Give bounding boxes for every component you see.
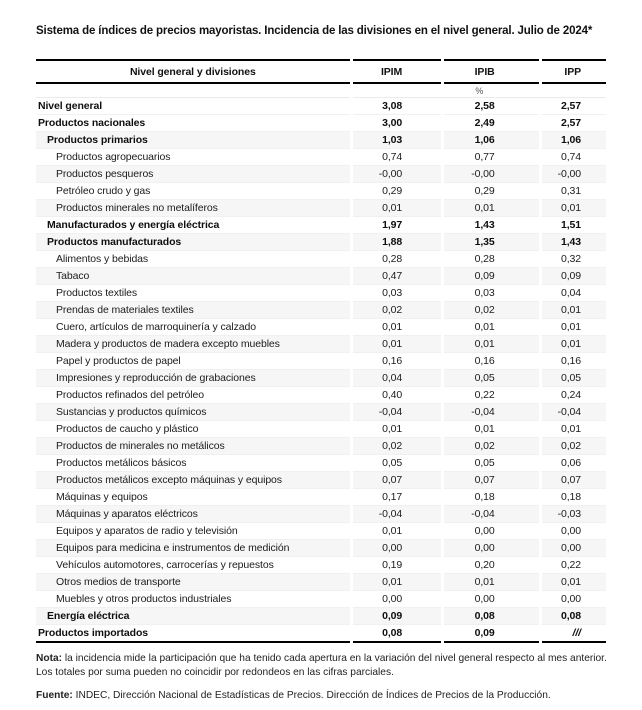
ipib-value: 0,00 <box>444 591 539 608</box>
row-label: Equipos para medicina e instrumentos de medición <box>36 540 350 557</box>
ipib-value: 0,20 <box>444 557 539 574</box>
ipib-value: 0,00 <box>444 540 539 557</box>
table-row <box>36 489 606 506</box>
unit-row-spacer <box>36 84 350 98</box>
row-label: Productos minerales no metalíferos <box>36 200 350 217</box>
ipp-value: 0,01 <box>542 319 606 336</box>
table-row <box>36 387 606 404</box>
ipib-value: 1,06 <box>444 132 539 149</box>
table-row <box>36 115 606 132</box>
row-label: Tabaco <box>36 268 350 285</box>
ipib-value: 0,02 <box>444 302 539 319</box>
table-row <box>36 149 606 166</box>
ipim-value: 0,02 <box>353 302 441 319</box>
table-body <box>36 98 606 643</box>
ipp-value: 0,01 <box>542 336 606 353</box>
ipim-value: 0,01 <box>353 319 441 336</box>
table-row <box>36 183 606 200</box>
ipib-value: 1,43 <box>444 217 539 234</box>
ipp-value: 0,22 <box>542 557 606 574</box>
ipp-value: 0,05 <box>542 370 606 387</box>
ipib-value: 0,07 <box>444 472 539 489</box>
column-header-ipp: IPP <box>542 59 606 84</box>
table-row <box>36 506 606 523</box>
table-row <box>36 251 606 268</box>
ipib-value: 0,77 <box>444 149 539 166</box>
table-header-row <box>36 59 606 84</box>
table-row <box>36 166 606 183</box>
table-row <box>36 132 606 149</box>
row-label: Equipos y aparatos de radio y televisión <box>36 523 350 540</box>
ipim-value: 3,00 <box>353 115 441 132</box>
row-label: Productos metálicos básicos <box>36 455 350 472</box>
ipib-value: 0,28 <box>444 251 539 268</box>
ipib-value: 0,03 <box>444 285 539 302</box>
ipib-value: 0,00 <box>444 523 539 540</box>
ipp-value: 0,00 <box>542 540 606 557</box>
ipib-value: 0,01 <box>444 421 539 438</box>
ipim-value: 0,74 <box>353 149 441 166</box>
ipim-value: 0,04 <box>353 370 441 387</box>
ipim-value: 0,03 <box>353 285 441 302</box>
ipib-value: 0,09 <box>444 268 539 285</box>
row-label: Impresiones y reproducción de grabaciones <box>36 370 350 387</box>
ipp-value: -0,00 <box>542 166 606 183</box>
row-label: Papel y productos de papel <box>36 353 350 370</box>
ipp-value: 0,09 <box>542 268 606 285</box>
ipp-value: 0,16 <box>542 353 606 370</box>
table-row <box>36 472 606 489</box>
ipp-value: 0,31 <box>542 183 606 200</box>
ipim-value: 0,19 <box>353 557 441 574</box>
ipp-value: 0,00 <box>542 523 606 540</box>
row-label: Energía eléctrica <box>36 608 350 625</box>
row-label: Manufacturados y energía eléctrica <box>36 217 350 234</box>
ipp-value: 0,08 <box>542 608 606 625</box>
table-row <box>36 285 606 302</box>
table-row <box>36 421 606 438</box>
ipib-value: 0,01 <box>444 319 539 336</box>
ipim-value: 0,00 <box>353 591 441 608</box>
ipim-value: 0,01 <box>353 574 441 591</box>
table-row <box>36 574 606 591</box>
ipp-value: 0,06 <box>542 455 606 472</box>
source-label: Fuente: <box>36 690 73 701</box>
ipim-value: 0,09 <box>353 608 441 625</box>
ipim-value: 0,16 <box>353 353 441 370</box>
ipp-value: 0,02 <box>542 438 606 455</box>
note-text: la incidencia mide la participación que ha tenido cada apertura en la variación del nivel general respecto al mes anterior. Los totales por suma pueden no coincidir por redondeos en las cifras parciales. <box>36 653 607 678</box>
ipp-value: 0,07 <box>542 472 606 489</box>
ipim-value: 0,17 <box>353 489 441 506</box>
ipim-value: 0,01 <box>353 200 441 217</box>
column-header-divisions: Nivel general y divisiones <box>36 59 350 84</box>
ipp-value: 1,43 <box>542 234 606 251</box>
ipp-value: 2,57 <box>542 98 606 115</box>
ipp-value: 0,18 <box>542 489 606 506</box>
ipim-value: 0,05 <box>353 455 441 472</box>
ipim-value: 3,08 <box>353 98 441 115</box>
ipib-value: -0,04 <box>444 404 539 421</box>
ipim-value: 0,07 <box>353 472 441 489</box>
row-label: Otros medios de transporte <box>36 574 350 591</box>
table-row <box>36 336 606 353</box>
row-label: Petróleo crudo y gas <box>36 183 350 200</box>
ipim-value: 0,08 <box>353 625 441 643</box>
ipp-value: 0,00 <box>542 591 606 608</box>
table-row <box>36 370 606 387</box>
row-label: Muebles y otros productos industriales <box>36 591 350 608</box>
note-label: Nota: <box>36 653 63 664</box>
table-row <box>36 217 606 234</box>
ipp-value: 0,01 <box>542 421 606 438</box>
ipib-value: 0,08 <box>444 608 539 625</box>
ipim-value: 0,01 <box>353 523 441 540</box>
ipim-value: -0,04 <box>353 404 441 421</box>
ipib-value: 0,01 <box>444 336 539 353</box>
ipib-value: 0,16 <box>444 353 539 370</box>
page-title: Sistema de índices de precios mayoristas. Incidencia de las divisiones en el nivel general. Julio de 2024* <box>36 25 593 37</box>
ipib-value: 0,05 <box>444 455 539 472</box>
incidence-table <box>33 59 609 643</box>
ipib-value: 0,22 <box>444 387 539 404</box>
row-label: Máquinas y equipos <box>36 489 350 506</box>
ipp-value: 0,01 <box>542 574 606 591</box>
table-row <box>36 625 606 643</box>
row-label: Sustancias y productos químicos <box>36 404 350 421</box>
ipim-value: 0,01 <box>353 336 441 353</box>
table-row <box>36 98 606 115</box>
table-row <box>36 404 606 421</box>
ipp-value: -0,03 <box>542 506 606 523</box>
row-label: Productos de caucho y plástico <box>36 421 350 438</box>
ipp-value: 0,32 <box>542 251 606 268</box>
ipim-value: 1,88 <box>353 234 441 251</box>
ipp-value: 0,04 <box>542 285 606 302</box>
ipp-value: 0,24 <box>542 387 606 404</box>
ipib-value: -0,00 <box>444 166 539 183</box>
column-header-ipib: IPIB <box>444 59 539 84</box>
ipib-value: -0,04 <box>444 506 539 523</box>
ipib-value: 1,35 <box>444 234 539 251</box>
ipib-value: 0,02 <box>444 438 539 455</box>
ipim-value: 0,01 <box>353 421 441 438</box>
table-row <box>36 540 606 557</box>
ipp-value: 0,01 <box>542 302 606 319</box>
row-label: Nivel general <box>36 98 350 115</box>
table-row <box>36 268 606 285</box>
ipim-value: 0,28 <box>353 251 441 268</box>
ipp-value: 0,01 <box>542 200 606 217</box>
ipim-value: 0,02 <box>353 438 441 455</box>
ipim-value: -0,04 <box>353 506 441 523</box>
row-label: Productos pesqueros <box>36 166 350 183</box>
ipp-value: 2,57 <box>542 115 606 132</box>
ipim-value: 1,97 <box>353 217 441 234</box>
ipim-value: 1,03 <box>353 132 441 149</box>
table-row <box>36 557 606 574</box>
row-label: Máquinas y aparatos eléctricos <box>36 506 350 523</box>
ipim-value: 0,47 <box>353 268 441 285</box>
note <box>36 652 609 679</box>
row-label: Vehículos automotores, carrocerías y repuestos <box>36 557 350 574</box>
unit-row <box>36 84 606 98</box>
unit-label: % <box>353 84 606 98</box>
ipib-value: 0,01 <box>444 574 539 591</box>
row-label: Madera y productos de madera excepto muebles <box>36 336 350 353</box>
source <box>36 689 609 703</box>
ipp-value: 1,06 <box>542 132 606 149</box>
source-text: INDEC, Dirección Nacional de Estadísticas de Precios. Dirección de Índices de Precios de la Producción. <box>75 690 551 701</box>
row-label: Productos refinados del petróleo <box>36 387 350 404</box>
ipp-value: 1,51 <box>542 217 606 234</box>
row-label: Productos primarios <box>36 132 350 149</box>
row-label: Productos metálicos excepto máquinas y equipos <box>36 472 350 489</box>
ipib-value: 0,18 <box>444 489 539 506</box>
table-row <box>36 353 606 370</box>
row-label: Alimentos y bebidas <box>36 251 350 268</box>
ipib-value: 0,29 <box>444 183 539 200</box>
row-label: Productos importados <box>36 625 350 643</box>
ipib-value: 2,58 <box>444 98 539 115</box>
ipib-value: 2,49 <box>444 115 539 132</box>
table-row <box>36 200 606 217</box>
table-row <box>36 319 606 336</box>
ipp-value: 0,74 <box>542 149 606 166</box>
table-row <box>36 591 606 608</box>
ipib-value: 0,05 <box>444 370 539 387</box>
row-label: Productos textiles <box>36 285 350 302</box>
row-label: Productos nacionales <box>36 115 350 132</box>
row-label: Productos agropecuarios <box>36 149 350 166</box>
ipim-value: 0,40 <box>353 387 441 404</box>
table-row <box>36 523 606 540</box>
row-label: Productos manufacturados <box>36 234 350 251</box>
table-row <box>36 438 606 455</box>
ipim-value: 0,00 <box>353 540 441 557</box>
ipp-value: /// <box>542 625 606 643</box>
ipib-value: 0,09 <box>444 625 539 643</box>
ipim-value: 0,29 <box>353 183 441 200</box>
table-row <box>36 234 606 251</box>
ipib-value: 0,01 <box>444 200 539 217</box>
table-row <box>36 302 606 319</box>
row-label: Productos de minerales no metálicos <box>36 438 350 455</box>
ipim-value: -0,00 <box>353 166 441 183</box>
table-row <box>36 608 606 625</box>
row-label: Cuero, artículos de marroquinería y calzado <box>36 319 350 336</box>
ipp-value: -0,04 <box>542 404 606 421</box>
row-label: Prendas de materiales textiles <box>36 302 350 319</box>
column-header-ipim: IPIM <box>353 59 441 84</box>
table-row <box>36 455 606 472</box>
